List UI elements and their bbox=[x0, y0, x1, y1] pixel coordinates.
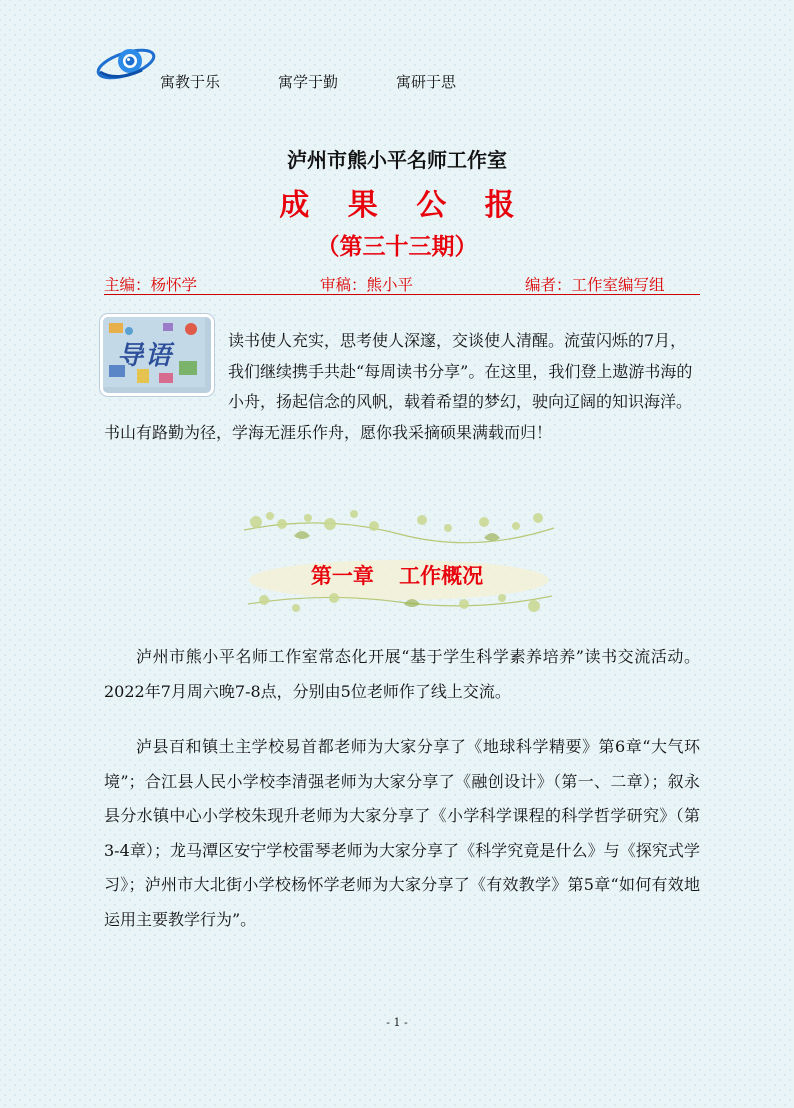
intro-paragraph bbox=[104, 326, 700, 448]
studio-title: 泸州市熊小平名师工作室 bbox=[287, 148, 507, 172]
motto-row bbox=[160, 71, 514, 92]
intro-float-spacer bbox=[104, 326, 228, 414]
studio-logo-icon bbox=[96, 42, 160, 82]
credits-line bbox=[104, 272, 700, 295]
credit-editor: 主编：杨怀学 bbox=[104, 276, 198, 294]
credit-reviewer: 审稿：熊小平 bbox=[320, 276, 414, 294]
issue-number: （第三十三期） bbox=[316, 234, 478, 260]
body-paragraph-2: 泸县百和镇土主学校易首都老师为大家分享了《地球科学精要》第6章“大气环境”；合江县人民小学校李清强老师为大家分享了《融创设计》（第一、二章）；叙永县分水镇中心小学校朱现升老师为大家分享了《小学科学课程的科学哲学研究》（第3-4章）；龙马潭区安宁学校雷琴老师为大家分享了《科学究竟是什么》与《探究式学习》；泸州市大北街小学校杨怀学老师为大家分享了《有效教学》第5章“如何有效地运用主要教学行为”。 bbox=[104, 737, 700, 929]
report-title: 成 果 公 报 bbox=[279, 188, 529, 223]
body-paragraph-1: 泸州市熊小平名师工作室常态化开展“基于学生科学素养培养”读书交流活动。2022年7月周六晚7-8点，分别由5位老师作了线上交流。 bbox=[104, 647, 700, 701]
intro-badge-label: 导语 bbox=[117, 341, 174, 371]
motto-2: 寓学于勤 bbox=[278, 73, 339, 91]
motto-3: 寓研于思 bbox=[396, 73, 457, 91]
page-number: - 1 - bbox=[386, 1016, 408, 1029]
credit-writers: 编者：工作室编写组 bbox=[525, 276, 665, 294]
chapter-title: 第一章 工作概况 bbox=[310, 564, 484, 588]
motto-1: 寓教于乐 bbox=[160, 73, 221, 91]
intro-text: 读书使人充实，思考使人深邃，交谈使人清醒。流萤闪烁的7月，我们继续携手共赴“每周读书分享”。在这里，我们登上遨游书海的小舟，扬起信念的风帆，载着希望的梦幻，驶向辽阔的知识海洋。书山有路勤为径，学海无涯乐作舟，愿你我采摘硕果满载而归！ bbox=[104, 331, 693, 442]
